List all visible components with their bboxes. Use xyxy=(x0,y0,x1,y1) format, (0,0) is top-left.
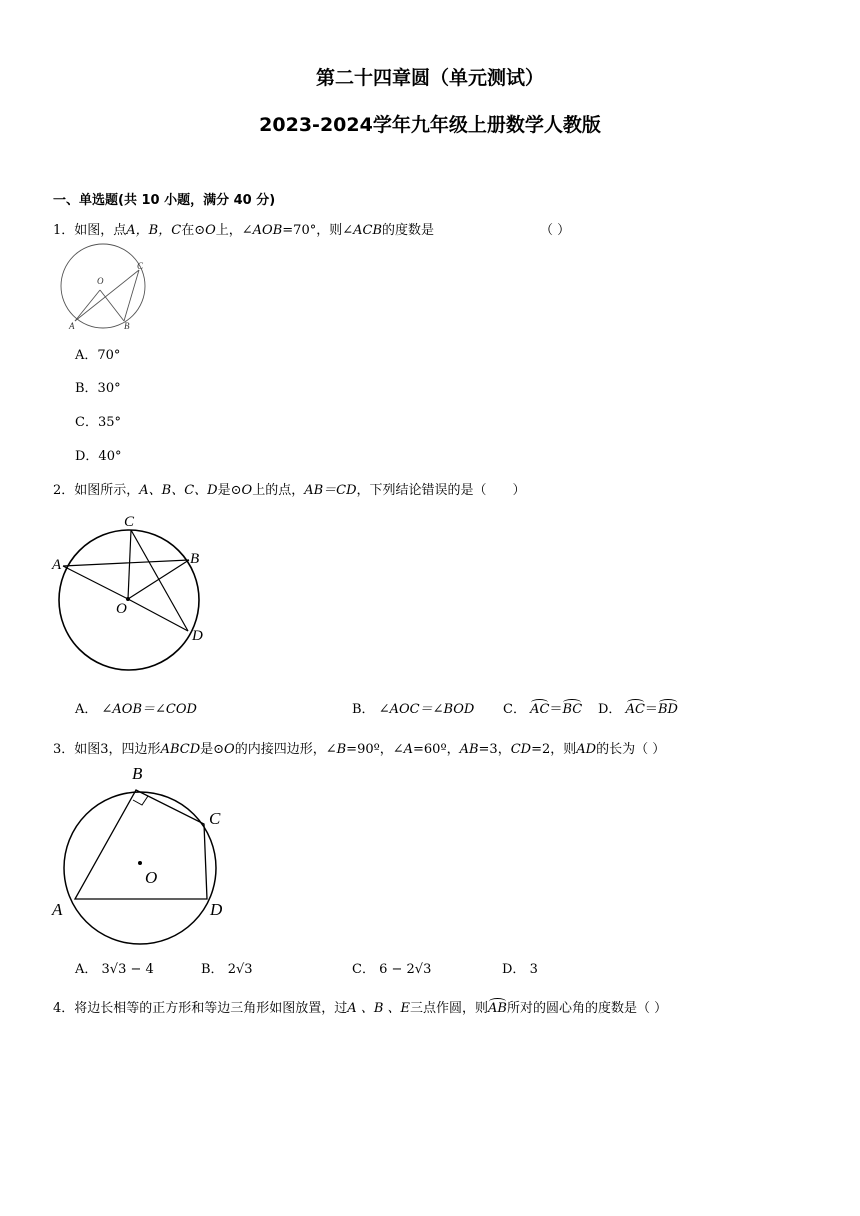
label-c: C xyxy=(124,514,135,530)
option-b[interactable]: B． ∠AOC＝∠BOD xyxy=(352,702,475,717)
page-subtitle: 2023-2024学年九年级上册数学人教版 xyxy=(259,114,601,136)
label-o: O xyxy=(116,601,127,617)
arc-ab: AB xyxy=(488,1001,507,1016)
label-o: O xyxy=(97,276,104,286)
circle-o xyxy=(64,792,216,944)
option-c[interactable]: C． AC＝BC xyxy=(503,702,583,717)
segment-ab xyxy=(63,560,189,566)
label-o: O xyxy=(145,868,158,887)
question-number: 4． xyxy=(53,1001,75,1016)
label-d: D xyxy=(210,900,223,919)
question-number: 3． xyxy=(53,742,75,757)
option-d[interactable]: D．40° xyxy=(75,449,122,464)
segment-oa xyxy=(75,290,100,321)
option-d[interactable]: D． AC＝BD xyxy=(598,702,678,717)
arc-ac: AC xyxy=(530,702,550,717)
question-2-figure xyxy=(50,510,220,675)
option-c[interactable]: C． 6 − 2√3 xyxy=(352,962,432,977)
segment-ca xyxy=(75,270,139,321)
answer-parentheses: （ ） xyxy=(540,223,571,238)
label-a: A xyxy=(52,900,63,919)
question-2-stem: 2．如图所示，A、B、C、D是⊙O上的点，AB＝CD，下列结论错误的是（ ） xyxy=(53,483,526,498)
question-number: 2． xyxy=(53,483,75,498)
question-3-figure xyxy=(48,762,238,942)
segment-co xyxy=(128,530,131,599)
option-a[interactable]: A．70° xyxy=(75,348,121,363)
label-d: D xyxy=(192,628,203,644)
right-angle-mark xyxy=(133,796,148,805)
question-1-figure xyxy=(55,245,155,335)
option-b[interactable]: B． 2√3 xyxy=(201,962,253,977)
segment-ao xyxy=(63,566,128,599)
label-b: B xyxy=(190,551,200,567)
section-heading: 一、单选题(共 10 小题，满分 40 分) xyxy=(53,193,276,208)
label-b: B xyxy=(124,321,130,331)
page-title: 第二十四章圆（单元测试） xyxy=(315,67,544,89)
arc-bc: BC xyxy=(562,702,583,717)
label-c: C xyxy=(209,809,221,828)
arc-bd: BD xyxy=(657,702,678,717)
label-a: A xyxy=(52,557,62,573)
arc-ac: AC xyxy=(625,702,645,717)
question-3-stem: 3．如图3，四边形ABCD是⊙O的内接四边形，∠B=90º，∠A=60º，AB=3，CD=2，则AD的长为（ ） xyxy=(53,742,666,757)
question-4-stem: 4．将边长相等的正方形和等边三角形如图放置，过A 、B 、E三点作圆，则AB所对的圆心角的度数是（ ） xyxy=(53,1001,668,1016)
label-a: A xyxy=(69,321,75,331)
label-c: C xyxy=(137,261,144,271)
segment-cb xyxy=(124,270,139,321)
question-1-stem: 1．如图，点A，B，C在⊙O上，∠AOB=70°，则∠ACB的度数是 xyxy=(53,223,435,238)
option-c[interactable]: C．35° xyxy=(75,415,121,430)
label-b: B xyxy=(132,764,143,783)
option-d[interactable]: D． 3 xyxy=(502,962,538,977)
option-b[interactable]: B．30° xyxy=(75,381,121,396)
option-a[interactable]: A． 3√3 − 4 xyxy=(75,962,154,977)
center-dot xyxy=(138,861,142,865)
option-a[interactable]: A． ∠AOB＝∠COD xyxy=(75,702,197,717)
question-number: 1． xyxy=(53,223,75,238)
circle-o xyxy=(61,244,145,328)
segment-ob xyxy=(100,290,124,321)
